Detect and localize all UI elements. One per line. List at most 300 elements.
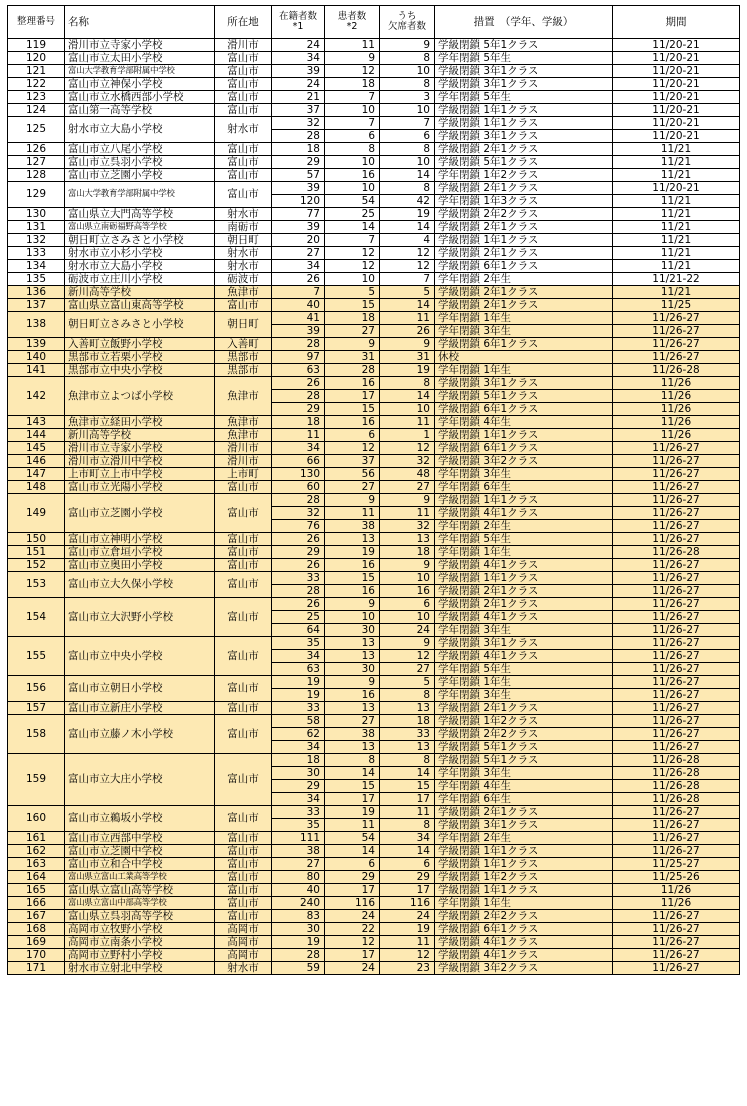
school-location: 富山市	[215, 806, 272, 832]
table-row	[8, 546, 740, 559]
patient-count: 7	[325, 117, 380, 130]
school-location: 高岡市	[215, 923, 272, 936]
school-name: 富山大学教育学部附属中学校	[65, 65, 215, 78]
school-location: 砺波市	[215, 273, 272, 286]
closure-measure: 休校	[435, 351, 613, 364]
closure-period: 11/21	[613, 195, 740, 208]
closure-measure: 学年閉鎖 3年生	[435, 468, 613, 481]
table-row	[8, 364, 740, 377]
closure-measure: 学級閉鎖 2年1クラス	[435, 221, 613, 234]
closure-measure: 学級閉鎖 2年1クラス	[435, 182, 613, 195]
patient-count: 16	[325, 559, 380, 572]
absent-count: 12	[380, 442, 435, 455]
table-row	[8, 637, 740, 650]
closure-period: 11/26-28	[613, 754, 740, 767]
row-number: 150	[8, 533, 65, 546]
closure-period: 11/26-27	[613, 832, 740, 845]
table-row	[8, 949, 740, 962]
closure-period: 11/26-27	[613, 611, 740, 624]
enrolled-count: 34	[272, 260, 325, 273]
closure-period: 11/26-28	[613, 546, 740, 559]
patient-count: 116	[325, 897, 380, 910]
row-number: 167	[8, 910, 65, 923]
enrolled-count: 63	[272, 364, 325, 377]
absent-count: 11	[380, 936, 435, 949]
absent-count: 18	[380, 715, 435, 728]
closure-measure: 学級閉鎖 3年1クラス	[435, 130, 613, 143]
absent-count: 14	[380, 767, 435, 780]
patient-count: 6	[325, 858, 380, 871]
closure-period: 11/26-27	[613, 962, 740, 975]
enrolled-count: 28	[272, 338, 325, 351]
closure-measure: 学級閉鎖 4年1クラス	[435, 611, 613, 624]
enrolled-count: 26	[272, 559, 325, 572]
school-name: 射水市立大島小学校	[65, 117, 215, 143]
school-name: 富山市立大庄小学校	[65, 754, 215, 806]
table-row	[8, 884, 740, 897]
absent-count: 9	[380, 39, 435, 52]
enrolled-count: 83	[272, 910, 325, 923]
table-row	[8, 182, 740, 195]
patient-count: 8	[325, 754, 380, 767]
enrolled-count: 40	[272, 884, 325, 897]
table-row	[8, 936, 740, 949]
row-number: 122	[8, 78, 65, 91]
row-number: 151	[8, 546, 65, 559]
closure-measure: 学級閉鎖 1年1クラス	[435, 104, 613, 117]
row-number: 153	[8, 572, 65, 598]
table-body	[8, 39, 740, 975]
row-number: 130	[8, 208, 65, 221]
absent-count: 9	[380, 559, 435, 572]
school-location: 富山市	[215, 78, 272, 91]
enrolled-count: 29	[272, 156, 325, 169]
school-location: 富山市	[215, 169, 272, 182]
enrolled-count: 64	[272, 624, 325, 637]
absent-count: 11	[380, 416, 435, 429]
school-location: 入善町	[215, 338, 272, 351]
school-location: 魚津市	[215, 416, 272, 429]
patient-count: 18	[325, 312, 380, 325]
closure-measure: 学級閉鎖 1年1クラス	[435, 429, 613, 442]
enrolled-count: 28	[272, 585, 325, 598]
patient-count: 28	[325, 364, 380, 377]
closure-measure: 学級閉鎖 5年1クラス	[435, 741, 613, 754]
school-name: 富山県立大門高等学校	[65, 208, 215, 221]
header-patients	[325, 6, 380, 39]
row-number: 136	[8, 286, 65, 299]
closure-measure: 学年閉鎖 1年生	[435, 364, 613, 377]
school-location: 富山市	[215, 481, 272, 494]
closure-measure: 学級閉鎖 3年1クラス	[435, 637, 613, 650]
header-enrolled-label: 在籍者数	[278, 11, 317, 22]
patient-count: 56	[325, 468, 380, 481]
school-name: 黒部市立中央小学校	[65, 364, 215, 377]
absent-count: 11	[380, 312, 435, 325]
row-number: 128	[8, 169, 65, 182]
patient-count: 22	[325, 923, 380, 936]
table-row	[8, 91, 740, 104]
absent-count: 42	[380, 195, 435, 208]
school-name: 射水市立大島小学校	[65, 260, 215, 273]
school-name: 富山市立太田小学校	[65, 52, 215, 65]
absent-count: 5	[380, 676, 435, 689]
enrolled-count: 58	[272, 715, 325, 728]
table-row	[8, 377, 740, 390]
table-row	[8, 858, 740, 871]
closure-measure: 学年閉鎖 1年生	[435, 897, 613, 910]
row-number: 156	[8, 676, 65, 702]
school-location: 射水市	[215, 208, 272, 221]
closure-measure: 学級閉鎖 1年1クラス	[435, 117, 613, 130]
absent-count: 26	[380, 325, 435, 338]
patient-count: 9	[325, 598, 380, 611]
absent-count: 34	[380, 832, 435, 845]
patient-count: 7	[325, 91, 380, 104]
row-number: 140	[8, 351, 65, 364]
absent-count: 12	[380, 949, 435, 962]
school-location: 富山市	[215, 897, 272, 910]
school-location: 滑川市	[215, 442, 272, 455]
patient-count: 15	[325, 299, 380, 312]
closure-measure: 学級閉鎖 3年2クラス	[435, 455, 613, 468]
patient-count: 6	[325, 130, 380, 143]
school-name: 滑川市立寺家小学校	[65, 39, 215, 52]
enrolled-count: 130	[272, 468, 325, 481]
closure-period: 11/20-21	[613, 39, 740, 52]
closure-period: 11/26-27	[613, 520, 740, 533]
table-row	[8, 910, 740, 923]
patient-count: 30	[325, 624, 380, 637]
row-number: 144	[8, 429, 65, 442]
patient-count: 10	[325, 182, 380, 195]
absent-count: 6	[380, 598, 435, 611]
enrolled-count: 25	[272, 611, 325, 624]
school-name: 富山市立芝園中学校	[65, 845, 215, 858]
closure-period: 11/26-27	[613, 598, 740, 611]
school-location: 富山市	[215, 676, 272, 702]
school-name: 富山県立南砺福野高等学校	[65, 221, 215, 234]
closure-measure: 学級閉鎖 3年1クラス	[435, 819, 613, 832]
patient-count: 13	[325, 637, 380, 650]
school-name: 富山市立芝園小学校	[65, 494, 215, 533]
school-name: 富山市立中央小学校	[65, 637, 215, 676]
school-name: 富山県立富山中部高等学校	[65, 897, 215, 910]
table-row	[8, 715, 740, 728]
absent-count: 14	[380, 221, 435, 234]
row-number: 124	[8, 104, 65, 117]
closure-period: 11/26-27	[613, 312, 740, 325]
table-header-row	[8, 6, 740, 39]
school-name: 高岡市立野村小学校	[65, 949, 215, 962]
row-number: 123	[8, 91, 65, 104]
school-name: 富山県立呉羽高等学校	[65, 910, 215, 923]
table-row	[8, 702, 740, 715]
absent-count: 32	[380, 455, 435, 468]
closure-period: 11/26-28	[613, 793, 740, 806]
school-location: 富山市	[215, 91, 272, 104]
school-name: 富山市立呉羽小学校	[65, 156, 215, 169]
table-row	[8, 234, 740, 247]
school-name: 富山市立光陽小学校	[65, 481, 215, 494]
patient-count: 15	[325, 403, 380, 416]
row-number: 134	[8, 260, 65, 273]
closure-measure: 学年閉鎖 6年生	[435, 481, 613, 494]
closure-measure: 学級閉鎖 4年1クラス	[435, 949, 613, 962]
absent-count: 12	[380, 247, 435, 260]
school-name: 富山市立藤ノ木小学校	[65, 715, 215, 754]
closure-measure: 学級閉鎖 2年1クラス	[435, 585, 613, 598]
row-number: 170	[8, 949, 65, 962]
row-number: 139	[8, 338, 65, 351]
enrolled-count: 38	[272, 845, 325, 858]
enrolled-count: 19	[272, 676, 325, 689]
closure-period: 11/26-27	[613, 715, 740, 728]
enrolled-count: 66	[272, 455, 325, 468]
patient-count: 15	[325, 780, 380, 793]
patient-count: 30	[325, 663, 380, 676]
school-location: 射水市	[215, 117, 272, 143]
patient-count: 12	[325, 65, 380, 78]
patient-count: 17	[325, 793, 380, 806]
closure-period: 11/26-27	[613, 338, 740, 351]
enrolled-count: 34	[272, 52, 325, 65]
closure-measure: 学年閉鎖 2年生	[435, 832, 613, 845]
table-row	[8, 78, 740, 91]
closure-measure: 学級閉鎖 6年1クラス	[435, 338, 613, 351]
closure-measure: 学級閉鎖 1年1クラス	[435, 884, 613, 897]
school-name: 砺波市立庄川小学校	[65, 273, 215, 286]
school-name: 魚津市立経田小学校	[65, 416, 215, 429]
school-location: 黒部市	[215, 351, 272, 364]
closure-measure: 学級閉鎖 5年1クラス	[435, 39, 613, 52]
closure-period: 11/26	[613, 884, 740, 897]
school-location: 高岡市	[215, 936, 272, 949]
absent-count: 10	[380, 572, 435, 585]
closure-period: 11/26-27	[613, 936, 740, 949]
school-name: 射水市立小杉小学校	[65, 247, 215, 260]
closure-period: 11/26	[613, 429, 740, 442]
closure-measure: 学級閉鎖 2年1クラス	[435, 702, 613, 715]
table-row	[8, 598, 740, 611]
school-name: 高岡市立牧野小学校	[65, 923, 215, 936]
school-name: 魚津市立よつば小学校	[65, 377, 215, 416]
closure-measure: 学級閉鎖 2年1クラス	[435, 299, 613, 312]
row-number: 142	[8, 377, 65, 416]
patient-count: 16	[325, 416, 380, 429]
enrolled-count: 18	[272, 754, 325, 767]
table-row	[8, 338, 740, 351]
school-name: 富山市立和合中学校	[65, 858, 215, 871]
school-location: 富山市	[215, 845, 272, 858]
patient-count: 5	[325, 286, 380, 299]
patient-count: 17	[325, 390, 380, 403]
patient-count: 8	[325, 143, 380, 156]
absent-count: 11	[380, 806, 435, 819]
school-name: 富山市立鵜坂小学校	[65, 806, 215, 832]
header-absent-label-1: うち	[397, 11, 417, 22]
patient-count: 6	[325, 429, 380, 442]
table-row	[8, 559, 740, 572]
absent-count: 14	[380, 390, 435, 403]
school-name: 富山市立芝園小学校	[65, 169, 215, 182]
school-location: 射水市	[215, 962, 272, 975]
enrolled-count: 29	[272, 403, 325, 416]
school-location: 魚津市	[215, 286, 272, 299]
school-location: 富山市	[215, 546, 272, 559]
closure-period: 11/21	[613, 286, 740, 299]
absent-count: 10	[380, 104, 435, 117]
closure-period: 11/26-27	[613, 468, 740, 481]
school-name: 富山市立神明小学校	[65, 533, 215, 546]
absent-count: 5	[380, 286, 435, 299]
closure-period: 11/26-27	[613, 442, 740, 455]
patient-count: 12	[325, 260, 380, 273]
closure-period: 11/21	[613, 221, 740, 234]
row-number: 165	[8, 884, 65, 897]
school-name: 富山市立奥田小学校	[65, 559, 215, 572]
closure-period: 11/26	[613, 403, 740, 416]
school-location: 富山市	[215, 182, 272, 208]
school-name: 富山市立西部中学校	[65, 832, 215, 845]
enrolled-count: 60	[272, 481, 325, 494]
row-number: 138	[8, 312, 65, 338]
enrolled-count: 18	[272, 416, 325, 429]
enrolled-count: 33	[272, 572, 325, 585]
school-location: 富山市	[215, 559, 272, 572]
closure-period: 11/20-21	[613, 130, 740, 143]
closure-period: 11/20-21	[613, 104, 740, 117]
school-name: 入善町立飯野小学校	[65, 338, 215, 351]
patient-count: 38	[325, 728, 380, 741]
school-location: 富山市	[215, 52, 272, 65]
closure-period: 11/26	[613, 897, 740, 910]
row-number: 164	[8, 871, 65, 884]
patient-count: 15	[325, 572, 380, 585]
table-row	[8, 572, 740, 585]
absent-count: 27	[380, 481, 435, 494]
enrolled-count: 37	[272, 104, 325, 117]
closure-measure: 学級閉鎖 2年1クラス	[435, 143, 613, 156]
enrolled-count: 29	[272, 546, 325, 559]
absent-count: 19	[380, 923, 435, 936]
school-location: 富山市	[215, 598, 272, 637]
closure-period: 11/26-28	[613, 780, 740, 793]
school-name: 富山市立朝日小学校	[65, 676, 215, 702]
closure-period: 11/21	[613, 156, 740, 169]
enrolled-count: 59	[272, 962, 325, 975]
closure-measure: 学級閉鎖 6年1クラス	[435, 442, 613, 455]
closure-measure: 学級閉鎖 3年1クラス	[435, 78, 613, 91]
enrolled-count: 120	[272, 195, 325, 208]
row-number: 159	[8, 754, 65, 806]
enrolled-count: 33	[272, 806, 325, 819]
row-number: 143	[8, 416, 65, 429]
patient-count: 16	[325, 169, 380, 182]
table-row	[8, 156, 740, 169]
closure-measure: 学級閉鎖 4年1クラス	[435, 650, 613, 663]
absent-count: 8	[380, 754, 435, 767]
enrolled-count: 28	[272, 494, 325, 507]
closure-period: 11/26-28	[613, 767, 740, 780]
enrolled-count: 29	[272, 780, 325, 793]
table-row	[8, 442, 740, 455]
row-number: 125	[8, 117, 65, 143]
enrolled-count: 97	[272, 351, 325, 364]
school-location: 富山市	[215, 637, 272, 676]
row-number: 132	[8, 234, 65, 247]
closure-period: 11/21	[613, 247, 740, 260]
table-row	[8, 247, 740, 260]
patient-count: 37	[325, 455, 380, 468]
patient-count: 14	[325, 221, 380, 234]
school-location: 富山市	[215, 715, 272, 754]
enrolled-count: 41	[272, 312, 325, 325]
row-number: 146	[8, 455, 65, 468]
school-closure-table	[7, 5, 740, 975]
enrolled-count: 57	[272, 169, 325, 182]
table-row	[8, 923, 740, 936]
patient-count: 13	[325, 650, 380, 663]
school-name: 富山市立水橋西部小学校	[65, 91, 215, 104]
absent-count: 17	[380, 793, 435, 806]
enrolled-count: 11	[272, 429, 325, 442]
closure-period: 11/26-27	[613, 702, 740, 715]
school-name: 富山県立富山工業高等学校	[65, 871, 215, 884]
enrolled-count: 39	[272, 182, 325, 195]
absent-count: 48	[380, 468, 435, 481]
school-name: 新川高等学校	[65, 286, 215, 299]
school-name: 新川高等学校	[65, 429, 215, 442]
closure-measure: 学級閉鎖 1年2クラス	[435, 871, 613, 884]
closure-period: 11/25	[613, 299, 740, 312]
closure-measure: 学年閉鎖 1年3クラス	[435, 195, 613, 208]
patient-count: 38	[325, 520, 380, 533]
absent-count: 10	[380, 156, 435, 169]
patient-count: 13	[325, 741, 380, 754]
school-name: 高岡市立南条小学校	[65, 936, 215, 949]
table-row	[8, 832, 740, 845]
closure-measure: 学年閉鎖 1年生	[435, 546, 613, 559]
enrolled-count: 80	[272, 871, 325, 884]
patient-count: 31	[325, 351, 380, 364]
enrolled-count: 20	[272, 234, 325, 247]
enrolled-count: 76	[272, 520, 325, 533]
school-name: 富山市立新庄小学校	[65, 702, 215, 715]
absent-count: 7	[380, 117, 435, 130]
closure-measure: 学級閉鎖 3年1クラス	[435, 65, 613, 78]
closure-period: 11/26-27	[613, 481, 740, 494]
table-row	[8, 533, 740, 546]
closure-period: 11/20-21	[613, 91, 740, 104]
patient-count: 12	[325, 442, 380, 455]
enrolled-count: 27	[272, 858, 325, 871]
closure-measure: 学年閉鎖 3年生	[435, 689, 613, 702]
closure-period: 11/20-21	[613, 65, 740, 78]
patient-count: 10	[325, 611, 380, 624]
school-name: 富山大学教育学部附属中学校	[65, 182, 215, 208]
table-row	[8, 468, 740, 481]
closure-period: 11/21	[613, 234, 740, 247]
absent-count: 14	[380, 299, 435, 312]
header-enrolled-note: *1	[292, 21, 304, 32]
closure-measure: 学年閉鎖 4年生	[435, 416, 613, 429]
row-number: 129	[8, 182, 65, 208]
absent-count: 16	[380, 585, 435, 598]
absent-count: 9	[380, 637, 435, 650]
closure-measure: 学級閉鎖 2年1クラス	[435, 286, 613, 299]
enrolled-count: 18	[272, 143, 325, 156]
